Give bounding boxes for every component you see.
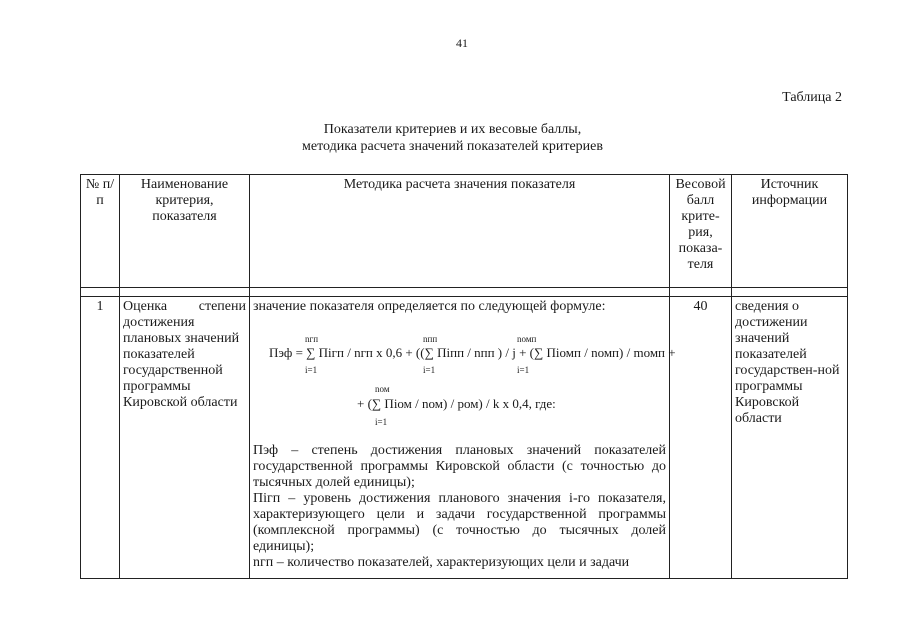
source-info: сведения о достижении значений показателей государствен-ной программы Кировской области [732, 297, 848, 579]
formula-line-1: Пэф = ∑ Пiгп / nгп х 0,6 + ((∑ Пiпп / nпп ) / j + (∑ Пiомп / nомп) / mомп + [269, 345, 676, 360]
sum-upper-omp: nомп [517, 334, 537, 344]
header-method: Методика расчета значения показателя [250, 175, 670, 288]
definition-p-eff: Пэф – степень достижения плановых значений показателей государственной программы Кировской области (с точностью до тысячных долей единицы); [253, 443, 666, 490]
formula-line-2: + (∑ Пiом / nом) / pом) / k х 0,4, где: [357, 396, 556, 411]
page-number: 41 [456, 36, 468, 50]
criterion-name-word-2: степени [198, 299, 246, 314]
criterion-name-word-1: Оценка [123, 299, 168, 314]
criterion-name [120, 297, 250, 579]
method-intro: значение показателя определяется по следующей формуле: [253, 299, 606, 314]
header-name: Наименование критерия, показателя [120, 175, 250, 288]
caption-line-2: методика расчета значений показателей критериев [302, 139, 603, 154]
header-weight: Весовой балл крите-рия, показа-теля [670, 175, 732, 288]
table-label: Таблица 2 [782, 90, 842, 105]
definition-p-igp: Пiгп – уровень достижения планового значения i-го показателя, характеризующего цели и задачи государственной программы (комплексной программы) (с точностью до тысячных долей единицы); [253, 491, 666, 554]
table-caption [0, 121, 905, 155]
criteria-table [80, 174, 848, 579]
table-row [81, 297, 848, 579]
sum-lower-1: i=1 [305, 365, 318, 375]
sum-upper-pp: nпп [423, 334, 438, 344]
header-row [81, 175, 848, 288]
sum-lower-4: i=1 [375, 417, 388, 427]
header-source: Источник информации [732, 175, 848, 288]
sum-lower-2: i=1 [423, 365, 436, 375]
sum-upper-om: nом [375, 384, 390, 394]
criterion-name-rest: достижения плановых значений показателей государственной программы Кировской области [123, 315, 240, 410]
sum-lower-3: i=1 [517, 365, 530, 375]
header-number: № п/п [81, 175, 120, 288]
weight-value: 40 [670, 297, 732, 579]
method-cell [250, 297, 676, 579]
formula [253, 317, 676, 443]
separator-row [81, 288, 848, 297]
sum-upper-gp: nгп [305, 334, 319, 344]
definition-n-gp: nгп – количество показателей, характеризующих цели и задачи [253, 555, 630, 570]
caption-line-1: Показатели критериев и их весовые баллы, [323, 122, 582, 137]
row-number: 1 [81, 297, 120, 579]
